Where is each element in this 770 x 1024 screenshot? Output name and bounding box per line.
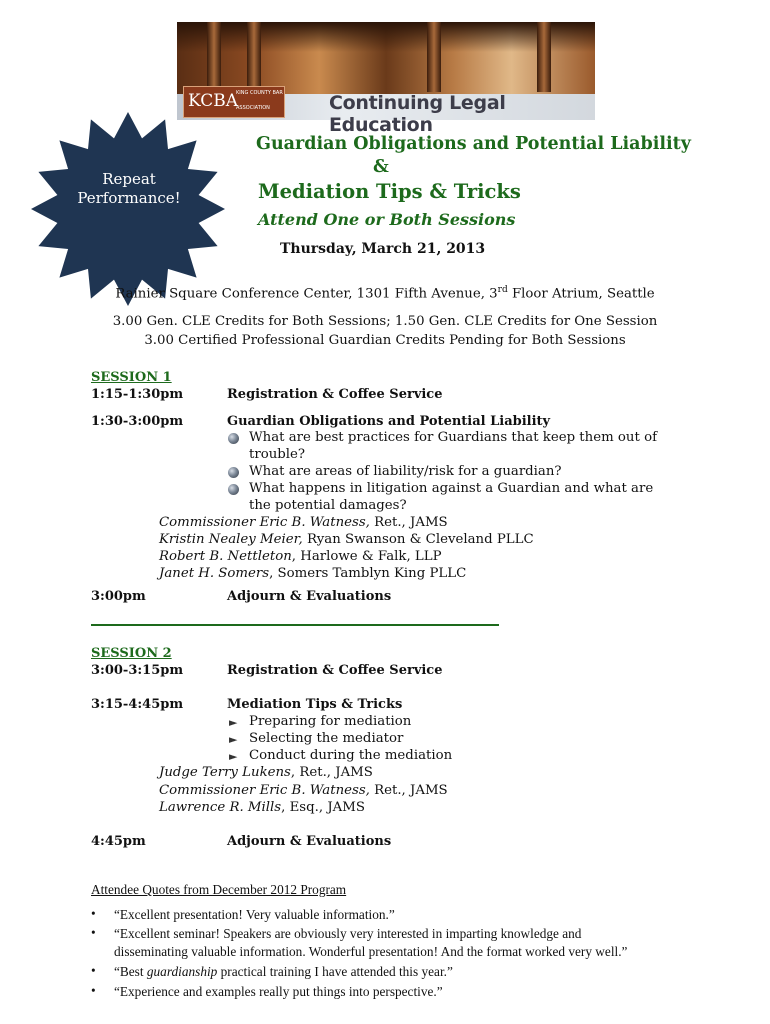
session2-time-3: 4:45pm	[91, 834, 146, 849]
quote-3-start: “Best	[114, 964, 147, 979]
session1-time-2: 1:30-3:00pm	[91, 414, 184, 429]
banner-column	[247, 22, 261, 92]
session1-bullet-cont: trouble?	[249, 447, 306, 462]
quote-3-end: practical training I have attended this year.”	[217, 964, 453, 979]
speaker-name: Judge Terry Lukens	[159, 765, 291, 780]
speaker	[159, 532, 534, 547]
session1-item-3: Adjourn & Evaluations	[227, 589, 392, 604]
triangle-bullet-icon: ►	[229, 716, 238, 729]
session2-bullet: Selecting the mediator	[249, 731, 404, 746]
session2-item-1: Registration & Coffee Service	[227, 663, 443, 678]
speaker-affiliation: Ryan Swanson & Cleveland PLLC	[302, 532, 534, 547]
session2-time-2: 3:15-4:45pm	[91, 697, 184, 712]
quote-2: “Excellent seminar! Speakers are obviously very interested in imparting knowledge and	[114, 926, 582, 941]
session2-bullet: Conduct during the mediation	[249, 748, 453, 763]
session1-bullet: What happens in litigation against a Guardian and what are	[249, 481, 654, 496]
speaker	[159, 783, 448, 798]
repeat-performance-starburst	[30, 110, 226, 308]
banner-title: Continuing Legal Education	[329, 92, 506, 136]
triangle-bullet-icon: ►	[229, 750, 238, 763]
session1-bullet: What are best practices for Guardians that keep them out of	[249, 430, 657, 445]
speaker-affiliation: Ret., JAMS	[369, 783, 448, 798]
speaker-name: Lawrence R. Mills	[159, 800, 282, 815]
title-ampersand: &	[373, 157, 389, 177]
quote-1: “Excellent presentation! Very valuable information.”	[114, 907, 395, 922]
star-text-line1: Repeat	[102, 170, 156, 188]
triangle-bullet-icon: ►	[229, 733, 238, 746]
speaker-name: Commissioner Eric B. Watness,	[159, 783, 370, 798]
kcba-logo-text: KCBA	[188, 91, 239, 111]
kcba-logo-sub2: ASSOCIATION	[236, 105, 270, 111]
event-date: Thursday, March 21, 2013	[280, 241, 486, 257]
venue-text-end: Floor Atrium, Seattle	[507, 286, 655, 302]
quote-bullet-icon: •	[91, 983, 96, 998]
quotes-heading: Attendee Quotes from December 2012 Program	[91, 882, 347, 897]
speaker-affiliation: , Harlowe & Falk, LLP	[291, 549, 442, 564]
credits-line-1: 3.00 Gen. CLE Credits for Both Sessions; 1.50 Gen. CLE Credits for One Session	[112, 314, 658, 329]
quote-bullet-icon: •	[91, 925, 96, 940]
kcba-logo-sub1: KING COUNTY BAR	[236, 90, 283, 96]
banner-column	[427, 22, 441, 92]
speaker	[159, 566, 466, 581]
header-banner-image	[177, 22, 595, 136]
banner-arch	[177, 22, 595, 52]
speaker-affiliation: , Somers Tamblyn King PLLC	[269, 566, 467, 581]
quote-2-cont: disseminating valuable information. Wonderful presentation! And the format worked very well.”	[114, 944, 628, 959]
bullet-sphere-icon	[228, 433, 239, 444]
quote-bullet-icon: •	[91, 906, 96, 921]
quote-3-italic: guardianship	[146, 964, 218, 979]
speaker-name: Commissioner Eric B. Watness,	[159, 515, 370, 530]
session1-item-1: Registration & Coffee Service	[227, 387, 443, 402]
session1-heading: SESSION 1	[91, 370, 172, 385]
quote-bullet-icon: •	[91, 963, 96, 978]
event-subtitle: Attend One or Both Sessions	[258, 210, 516, 229]
session2-time-1: 3:00-3:15pm	[91, 663, 184, 678]
bullet-sphere-icon	[228, 467, 239, 478]
speaker	[159, 549, 442, 564]
speaker	[159, 765, 373, 780]
venue	[0, 285, 770, 301]
venue-text: Rainier Square Conference Center, 1301 Fifth Avenue, 3	[115, 286, 498, 302]
section-divider	[91, 624, 499, 626]
speaker	[159, 515, 448, 530]
quote-3	[114, 963, 674, 981]
session2-heading: SESSION 2	[91, 646, 172, 661]
speaker	[159, 800, 365, 815]
speaker-name: Robert B. Nettleton	[159, 549, 292, 564]
speaker-name: Kristin Nealey Meier,	[159, 532, 303, 547]
credits-line-2: 3.00 Certified Professional Guardian Credits Pending for Both Sessions	[144, 333, 626, 348]
session2-item-3: Adjourn & Evaluations	[227, 834, 392, 849]
speaker-affiliation: , Ret., JAMS	[290, 765, 373, 780]
session1-item-2: Guardian Obligations and Potential Liability	[227, 414, 551, 429]
session1-time-1: 1:15-1:30pm	[91, 387, 184, 402]
speaker-affiliation: Ret., JAMS	[369, 515, 448, 530]
banner-column	[537, 22, 551, 92]
event-title-1: Guardian Obligations and Potential Liability	[256, 134, 691, 154]
session2-item-2: Mediation Tips & Tricks	[227, 697, 403, 712]
venue-sup: rd	[497, 285, 508, 295]
speaker-affiliation: , Esq., JAMS	[281, 800, 365, 815]
session2-bullet: Preparing for mediation	[249, 714, 412, 729]
event-title-2: Mediation Tips & Tricks	[258, 180, 521, 203]
session1-time-3: 3:00pm	[91, 589, 146, 604]
session1-bullet-cont: the potential damages?	[249, 498, 407, 513]
star-text-line2: Performance!	[77, 189, 181, 207]
quote-4: “Experience and examples really put things into perspective.”	[114, 984, 443, 999]
session1-bullet: What are areas of liability/risk for a guardian?	[249, 464, 562, 479]
speaker-name: Janet H. Somers	[159, 566, 270, 581]
banner-column	[207, 22, 221, 92]
bullet-sphere-icon	[228, 484, 239, 495]
